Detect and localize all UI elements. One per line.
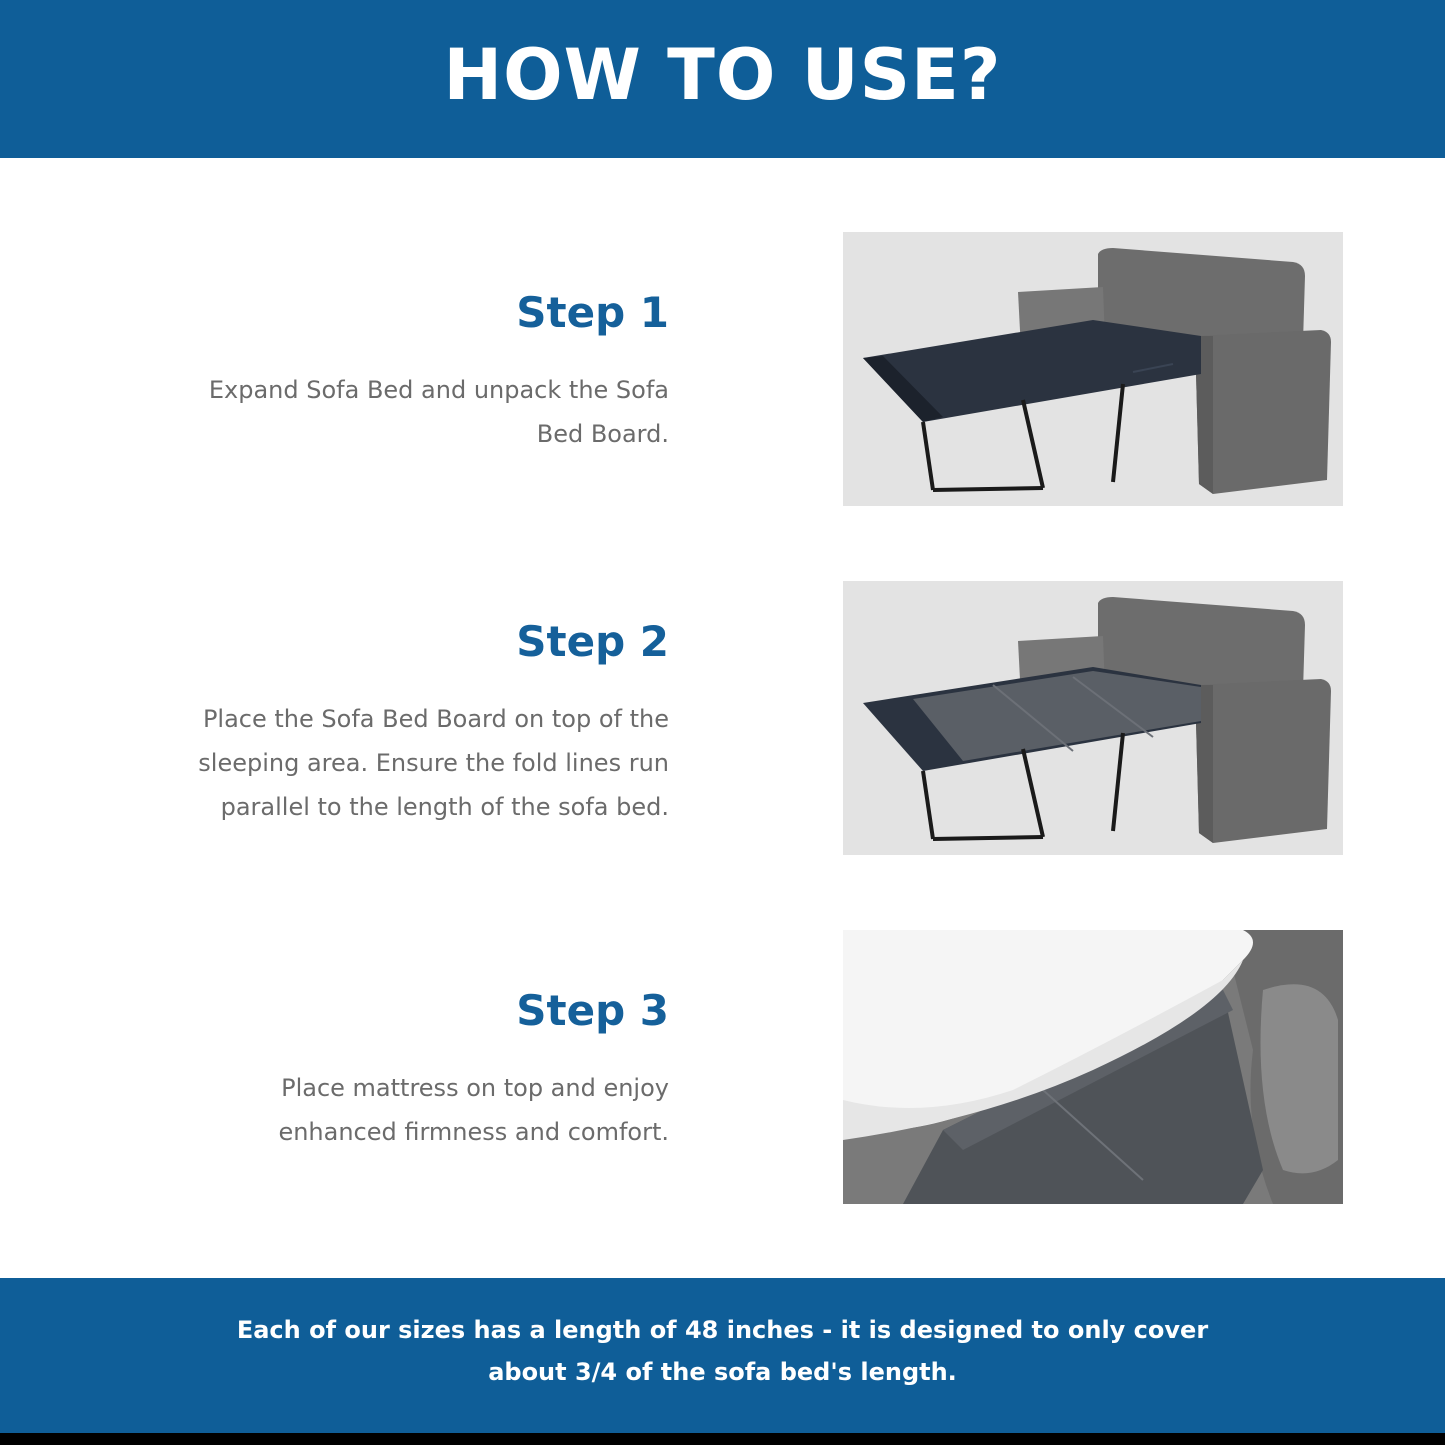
sofa-bed-expanded-illustration [843,232,1343,506]
bottom-border [0,1433,1445,1445]
footer-note-line: about 3/4 of the sofa bed's length. [488,1357,957,1386]
step-3-title: Step 3 [516,986,669,1035]
step-2-image [843,581,1343,855]
step-3-text [69,986,669,1154]
mattress-on-board-illustration [843,930,1343,1204]
step-2-description [69,697,669,829]
step-3-description [69,1066,669,1154]
sofa-bed-with-board-illustration [843,581,1343,855]
step-1-image [843,232,1343,506]
step-2-description-line: Place the Sofa Bed Board on top of the [202,705,669,733]
step-2-title: Step 2 [516,617,669,666]
step-3-description-line: Place mattress on top and enjoy [281,1074,669,1102]
footer-note [193,1309,1253,1393]
header-banner [0,0,1445,158]
footer-banner [0,1278,1445,1433]
step-2-description-line: parallel to the length of the sofa bed. [220,793,669,821]
step-1-description [69,368,669,456]
step-2-description-line: sleeping area. Ensure the fold lines run [198,749,669,777]
footer-note-line: Each of our sizes has a length of 48 inches - it is designed to only cover [236,1315,1209,1344]
page-title: HOW TO USE? [443,34,1002,116]
step-3-section [0,930,1445,1204]
step-1-description-line: Expand Sofa Bed and unpack the Sofa [208,376,669,404]
step-1-description-line: Bed Board. [536,420,669,448]
step-3-description-line: enhanced firmness and comfort. [278,1118,669,1146]
step-3-image [843,930,1343,1204]
step-2-text [69,617,669,829]
step-1-text [69,288,669,456]
step-2-section [0,581,1445,855]
step-1-title: Step 1 [516,288,669,337]
step-1-section [0,232,1445,506]
